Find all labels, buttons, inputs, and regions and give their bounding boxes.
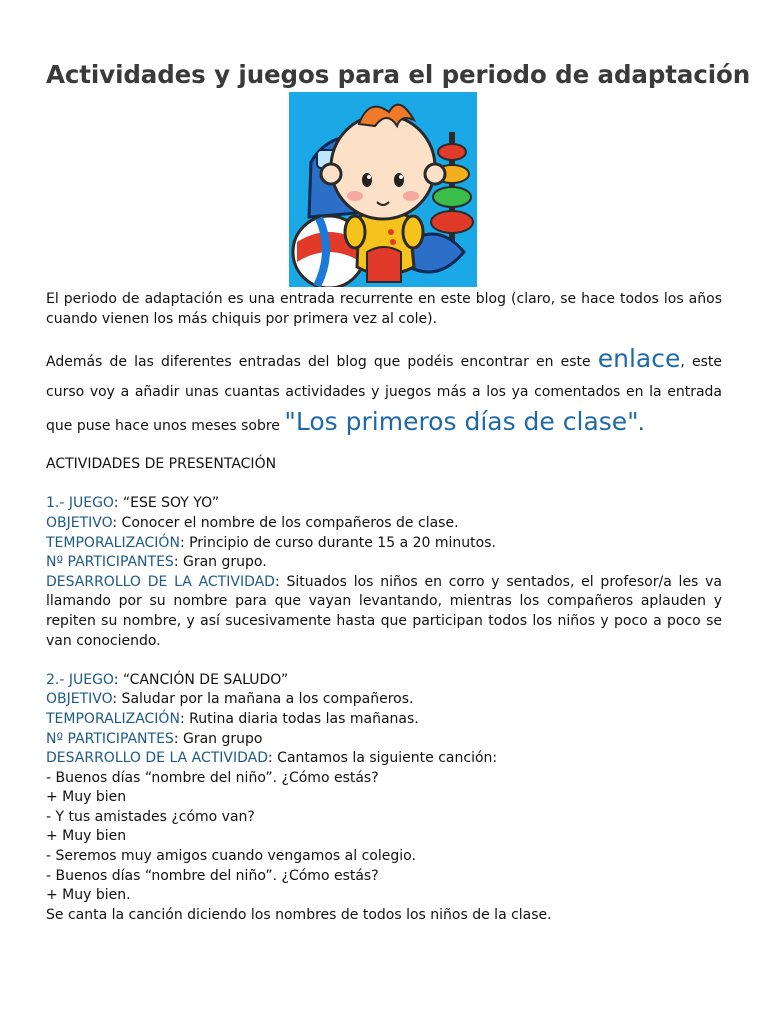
game-2-title: [46, 671, 722, 691]
game-1-block: [46, 494, 722, 651]
song-line: - Buenos días “nombre del niño”. ¿Cómo estás?: [46, 867, 379, 884]
song-line: - Buenos días “nombre del niño”. ¿Cómo estás?: [46, 769, 379, 786]
game-2-development-label: DESARROLLO DE LA ACTIVIDAD: [46, 750, 269, 767]
song-line: - Y tus amistades ¿cómo van?: [46, 808, 255, 825]
game-1-development: [46, 573, 722, 651]
game-2-participants: [46, 730, 722, 750]
game-1-participants: [46, 553, 722, 573]
links-paragraph: [46, 344, 722, 441]
links-paragraph-text-1: Además de las diferentes entradas del blog que podéis encontrar en este: [46, 354, 598, 371]
game-2-objective-label: OBJETIVO: [46, 691, 113, 708]
game-2-objective-text: : Saludar por la mañana a los compañeros.: [112, 691, 414, 708]
game-2-block: [46, 671, 722, 926]
baby-clipart-icon: [289, 92, 477, 287]
game-2-participants-label: Nº PARTICIPANTES: [46, 730, 174, 747]
game-2-timing-text: : Rutina diaria todas las mañanas.: [179, 710, 419, 727]
spacer: [46, 475, 722, 495]
game-2-name: : “CANCIÓN DE SALUDO”: [113, 671, 289, 688]
section-heading: ACTIVIDADES DE PRESENTACIÓN: [46, 456, 277, 473]
links-paragraph-text-2: , este curso voy a añadir unas cuantas actividades y juegos más a los ya comentados en la entrada que puse hace unos meses sobre: [46, 354, 722, 435]
game-2-objective: [46, 690, 722, 710]
game-1-development-text: : Situados los niños en corro y sentados, el profesor/a les va llamando por su nombre para que vayan levantando, mientras los compañeros aplauden y repiten su nombre, y así sucesivamente hasta que participan todos los niños y poco a poco se van conociendo.: [46, 573, 722, 649]
game-2-label: 2.- JUEGO: [46, 671, 114, 688]
spacer: [46, 651, 722, 671]
game-2-development-text: : Cantamos la siguiente canción:: [268, 750, 498, 767]
game-2-participants-text: : Gran grupo: [173, 730, 263, 747]
song-line: - Seremos muy amigos cuando vengamos al colegio.: [46, 848, 416, 865]
game-1-objective-text: : Conocer el nombre de los compañeros de clase.: [112, 514, 459, 531]
intro-paragraph: El periodo de adaptación es una entrada recurrente en este blog (claro, se hace todos los años cuando vienen los más chiquis por primera vez al cole).: [46, 291, 722, 327]
page-title: Actividades y juegos para el periodo de adaptación: [46, 60, 751, 89]
document-page: [46, 0, 751, 925]
baby-illustration: [289, 92, 477, 287]
game-1-objective-label: OBJETIVO: [46, 514, 113, 531]
game-1-timing-text: : Principio de curso durante 15 a 20 minutos.: [179, 534, 496, 551]
primeros-dias-link[interactable]: "Los primeros días de clase": [284, 407, 639, 437]
game-1-timing-label: TEMPORALIZACIÓN: [46, 534, 180, 551]
game-1-participants-text: : Gran grupo.: [173, 554, 267, 571]
song-line: + Muy bien: [46, 789, 127, 806]
links-paragraph-end: .: [638, 418, 644, 435]
game-1-name: : “ESE SOY YO”: [113, 495, 220, 512]
game-1-label: 1.- JUEGO: [46, 495, 114, 512]
game-1-timing: [46, 534, 722, 554]
game-2-timing: [46, 710, 722, 730]
game-2-closing: Se canta la canción diciendo los nombres de todos los niños de la clase.: [46, 906, 552, 923]
game-1-participants-label: Nº PARTICIPANTES: [46, 554, 174, 571]
song-line: + Muy bien: [46, 828, 127, 845]
game-1-development-label: DESARROLLO DE LA ACTIVIDAD: [46, 573, 275, 590]
game-1-objective: [46, 514, 722, 534]
enlace-link[interactable]: enlace: [597, 344, 681, 374]
song-line: + Muy bien.: [46, 887, 131, 904]
game-1-title: [46, 494, 722, 514]
game-2-development: [46, 749, 722, 769]
game-2-timing-label: TEMPORALIZACIÓN: [46, 710, 180, 727]
